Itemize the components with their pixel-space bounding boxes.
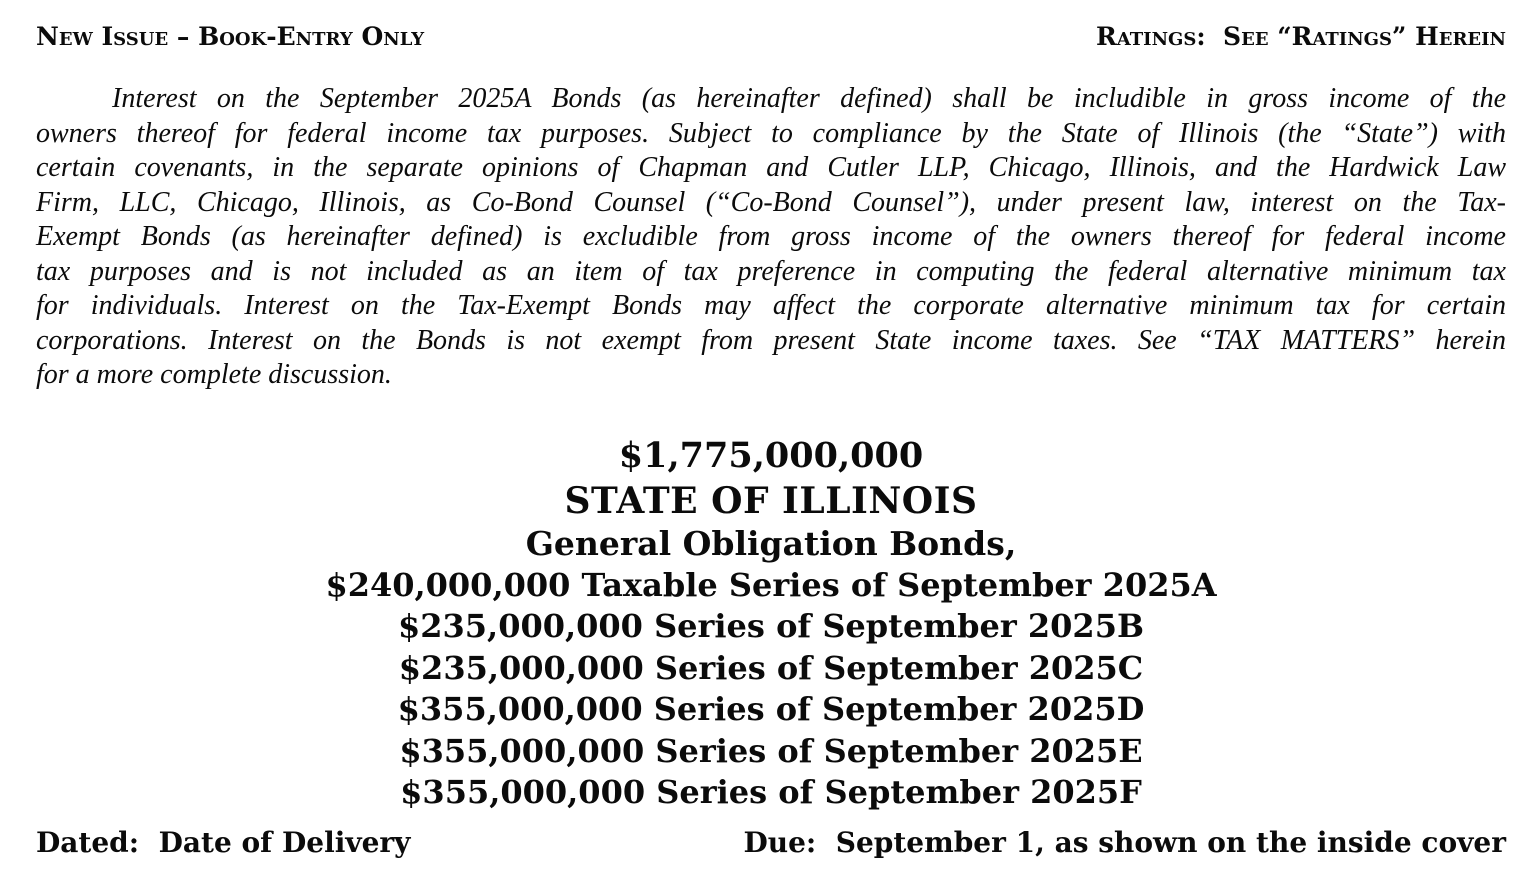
paragraph-line: Firm, LLC, Chicago, Illinois, as Co-Bond Counsel (“Co-Bond Counsel”), under present law, interest on the Tax-: [36, 186, 1506, 218]
tax-opinion-paragraph: [36, 82, 1506, 393]
due-label: Due: September 1, as shown on the inside cover: [743, 825, 1506, 859]
paragraph-line: owners thereof for federal income tax purposes. Subject to compliance by the State of Illinois (the “State”) with: [36, 117, 1506, 149]
new-issue-label: New Issue – Book-Entry Only: [36, 22, 425, 51]
total-par-amount: $1,775,000,000: [618, 434, 924, 476]
paragraph-line: for a more complete discussion.: [36, 359, 392, 390]
series-line-2025d: $355,000,000 Series of September 2025D: [397, 690, 1145, 728]
paragraph-line: corporations. Interest on the Bonds is not exempt from present State income taxes. See “TAX MATTERS” herein: [36, 324, 1506, 356]
issuer-name: STATE OF ILLINOIS: [564, 479, 978, 522]
series-line-2025b: $235,000,000 Series of September 2025B: [397, 607, 1144, 645]
series-line-2025e: $355,000,000 Series of September 2025E: [399, 731, 1143, 770]
series-line-2025c: $235,000,000 Series of September 2025C: [398, 648, 1144, 687]
paragraph-line: Interest on the September 2025A Bonds (as hereinafter defined) shall be includible in gross income of the: [112, 83, 1506, 114]
dated-label: Dated: Date of Delivery: [36, 825, 411, 859]
footer-row: [36, 826, 1506, 860]
paragraph-line: tax purposes and is not included as an item of tax preference in computing the federal alternative minimum tax: [36, 255, 1506, 287]
header-row: [36, 22, 1506, 52]
series-line-2025f: $355,000,000 Series of September 2025F: [400, 773, 1142, 811]
series-line-2025a: $240,000,000 Taxable Series of September 2025A: [325, 565, 1217, 604]
bond-type-title: General Obligation Bonds,: [525, 523, 1017, 563]
ratings-label: Ratings: See “Ratings” Herein: [1096, 22, 1506, 51]
paragraph-line: Exempt Bonds (as hereinafter defined) is excludible from gross income of the owners thereof for federal income: [36, 221, 1506, 252]
title-block: [36, 433, 1506, 814]
paragraph-line: certain covenants, in the separate opinions of Chapman and Cutler LLP, Chicago, Illinois, and the Hardwick Law: [36, 152, 1506, 183]
paragraph-line: for individuals. Interest on the Tax-Exempt Bonds may affect the corporate alternative minimum tax for certain: [36, 290, 1506, 321]
